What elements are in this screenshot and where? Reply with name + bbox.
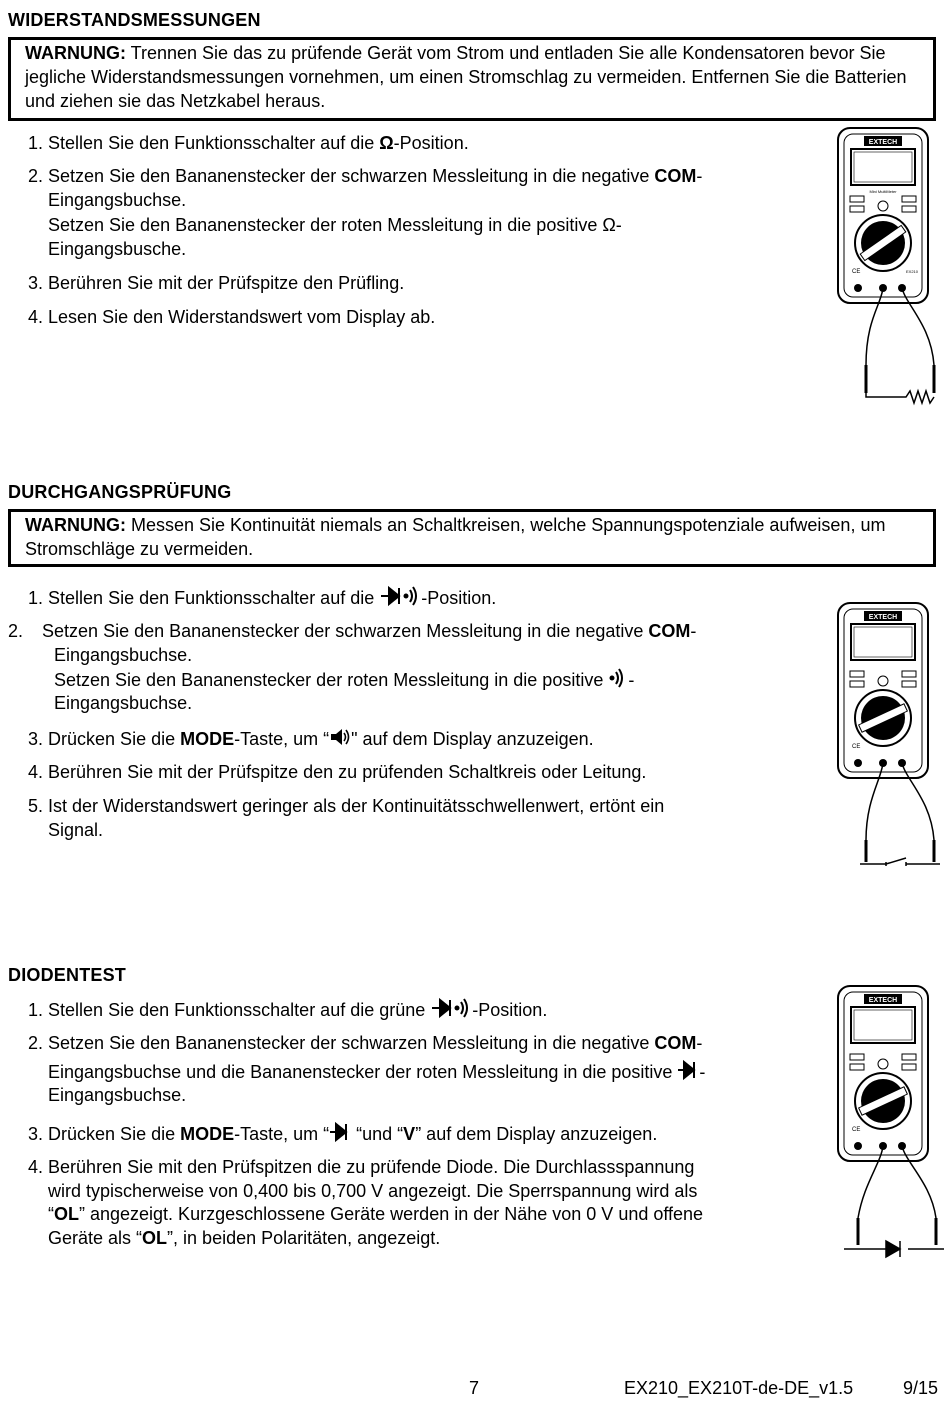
- step-text: ” angezeigt. Kurzgeschlossene Geräte werden in der Nähe von 0 V und offene: [79, 1204, 704, 1224]
- ol-label: OL: [142, 1228, 168, 1248]
- step-text: Geräte als “: [48, 1228, 143, 1248]
- step-item: [28, 1031, 818, 1055]
- diode-icon: [677, 1059, 699, 1081]
- step-number: 3.: [28, 1124, 44, 1144]
- multimeter-diode-illustration: [836, 983, 946, 1263]
- section-title-continuity: DURCHGANGSPRÜFUNG: [8, 482, 232, 502]
- multimeter-continuity-illustration: [836, 600, 946, 870]
- svg-text:CE: CE: [852, 269, 861, 275]
- brand-logo: EXTECH: [868, 139, 898, 146]
- diode-icon: [329, 1121, 351, 1143]
- step-text: Setzen Sie den Bananenstecker der schwarzen Messleitung in die negative: [48, 166, 655, 186]
- step-text: Drücken Sie die: [48, 729, 181, 749]
- step-text: “: [48, 1204, 54, 1224]
- step-number: 3.: [28, 273, 44, 293]
- step-number: 5.: [28, 796, 44, 816]
- step-text: Eingangsbuchse.: [48, 190, 187, 210]
- step-item: [8, 619, 808, 643]
- svg-text:CE: CE: [852, 1127, 861, 1133]
- step-item: [28, 997, 547, 1022]
- step-text: " auf dem Display anzuzeigen.: [351, 729, 594, 749]
- step-item: [48, 1059, 705, 1084]
- step-text: ” auf dem Display anzuzeigen.: [415, 1124, 658, 1144]
- step-number: 2.: [28, 1033, 44, 1053]
- step-number: 4.: [28, 1157, 44, 1177]
- warning-label: WARNUNG:: [25, 43, 126, 63]
- step-text: -: [699, 1062, 706, 1082]
- warning-box-resistance: [8, 37, 936, 121]
- step-text: Stellen Sie den Funktionsschalter auf die: [48, 133, 380, 153]
- warning-text: Messen Sie Kontinuität niemals an Schaltkreisen, welche Spannungspotenziale aufweisen, um Stromschläge zu vermeiden.: [25, 515, 886, 559]
- step-item: [28, 271, 404, 295]
- step-number: 2.: [8, 621, 24, 641]
- ohm-symbol: Ω: [379, 133, 394, 153]
- step-number: 1.: [28, 133, 44, 153]
- step-item: [28, 1155, 694, 1179]
- brand-logo: EXTECH: [868, 997, 898, 1004]
- step-text: “und “: [351, 1124, 404, 1144]
- step-number: 2.: [28, 166, 44, 186]
- com-label: COM: [648, 621, 691, 641]
- step-text: Eingangsbusche.: [48, 239, 187, 259]
- step-item: [28, 726, 594, 751]
- page-count: 9/15: [903, 1378, 939, 1398]
- step-item: [54, 667, 634, 692]
- step-text: -: [696, 1033, 703, 1053]
- step-item: [28, 760, 646, 784]
- step-text: Ist der Widerstandswert geringer als der Kontinuitätsschwellenwert, ertönt ein: [48, 796, 665, 816]
- step-text: Setzen Sie den Bananenstecker der schwarzen Messleitung in die negative: [42, 621, 649, 641]
- step-item: [28, 585, 496, 610]
- step-text: Lesen Sie den Widerstandswert vom Display ab.: [48, 307, 436, 327]
- com-label: COM: [654, 166, 697, 186]
- mode-label: MODE: [180, 1124, 235, 1144]
- step-text: Stellen Sie den Funktionsschalter auf die: [48, 588, 380, 608]
- step-text: ”, in beiden Polaritäten, angezeigt.: [167, 1228, 441, 1248]
- step-text: -Position.: [472, 1000, 548, 1020]
- warning-text: Trennen Sie das zu prüfende Gerät vom Strom und entladen Sie alle Kondensatoren bevor Sie jegliche Widerstandsmessungen vornehmen, um einen Stromschlag zu vermeiden. Entfernen Sie die Batterien und ziehen sie das Netzkabel heraus.: [25, 43, 907, 111]
- step-text: Setzen Sie den Bananenstecker der roten Messleitung in die positive Ω-: [48, 215, 622, 235]
- step-text: Eingangsbuchse.: [54, 693, 193, 713]
- step-number: 1.: [28, 588, 44, 608]
- multimeter-resistor-illustration: [836, 125, 946, 410]
- step-text: Berühren Sie mit der Prüfspitze den Prüfling.: [48, 273, 405, 293]
- step-text: -: [628, 670, 635, 690]
- step-number: 1.: [28, 1000, 44, 1020]
- continuity-icon: [608, 667, 628, 689]
- step-text: Setzen Sie den Bananenstecker der roten Messleitung in die positive: [54, 670, 609, 690]
- step-text: -Taste, um “: [234, 729, 330, 749]
- document-id: EX210_EX210T-de-DE_v1.5: [624, 1378, 854, 1398]
- page-number: 7: [469, 1378, 480, 1398]
- section-title-resistance: WIDERSTANDSMESSUNGEN: [8, 10, 261, 30]
- step-text: -Position.: [421, 588, 497, 608]
- mode-label: MODE: [180, 729, 235, 749]
- brand-logo: EXTECH: [868, 614, 898, 621]
- step-text: -Taste, um “: [234, 1124, 330, 1144]
- step-text: Setzen Sie den Bananenstecker der schwarzen Messleitung in die negative: [48, 1033, 655, 1053]
- step-item: [28, 1121, 657, 1146]
- step-text: Eingangsbuchse und die Bananenstecker der roten Messleitung in die positive: [48, 1062, 678, 1082]
- step-item: [28, 794, 664, 818]
- ol-label: OL: [54, 1204, 79, 1224]
- step-item: [48, 1226, 440, 1250]
- model-label: EX210: [906, 269, 919, 274]
- step-text: Drücken Sie die: [48, 1124, 181, 1144]
- step-text: Berühren Sie mit der Prüfspitze den zu prüfenden Schaltkreis oder Leitung.: [48, 762, 647, 782]
- step-item: [28, 305, 435, 329]
- step-item: [28, 164, 818, 188]
- meter-subtitle: Mini MultiMeter: [869, 189, 897, 194]
- section-title-diode: DIODENTEST: [8, 965, 127, 985]
- diode-continuity-icon: [379, 585, 421, 607]
- step-item: [28, 131, 469, 155]
- step-text: Berühren Sie mit den Prüfspitzen die zu prüfende Diode. Die Durchlassspannung: [48, 1157, 695, 1177]
- step-number: 4.: [28, 307, 44, 327]
- step-number: 4.: [28, 762, 44, 782]
- step-text: -: [696, 166, 703, 186]
- step-text: Stellen Sie den Funktionsschalter auf die grüne: [48, 1000, 431, 1020]
- step-item: [48, 1202, 703, 1226]
- step-number: 3.: [28, 729, 44, 749]
- step-text: Signal.: [48, 820, 104, 840]
- diode-continuity-icon: [430, 997, 472, 1019]
- warning-label: WARNUNG:: [25, 515, 126, 535]
- svg-text:CE: CE: [852, 744, 861, 750]
- step-text: Eingangsbuchse.: [48, 1085, 187, 1105]
- warning-box-continuity: [8, 509, 936, 567]
- step-text: wird typischerweise von 0,400 bis 0,700 V angezeigt. Die Sperrspannung wird als: [48, 1181, 698, 1201]
- step-text: -: [690, 621, 697, 641]
- step-text: Eingangsbuchse.: [54, 645, 193, 665]
- step-text: -Position.: [393, 133, 469, 153]
- speaker-icon: [329, 726, 351, 748]
- volt-label: V: [403, 1124, 416, 1144]
- com-label: COM: [654, 1033, 697, 1053]
